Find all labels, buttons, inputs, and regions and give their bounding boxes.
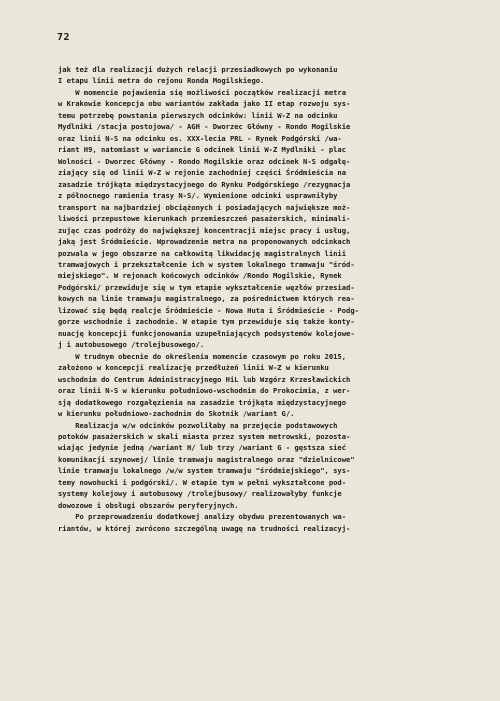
text-line: w Krakowie koncepcja obu wariantów zakłada jako II etap rozwoju sys- xyxy=(58,99,351,109)
page-number: 72 xyxy=(57,32,71,43)
body-text xyxy=(58,64,468,534)
text-line: Podgórski/ przewiduje się w tym etapie wykształcenie węzłów przesiad- xyxy=(58,282,355,292)
text-line: pozwala w jego obszarze na całkowitą likwidację magistralnych linii xyxy=(58,248,347,258)
text-line: Mydlniki /stacja postojowa/ - AGH - Dworzec Główny - Rondo Mogilskie xyxy=(58,122,351,132)
text-line: jak też dla realizacji dużych relacji przesiadkowych po wykonaniu xyxy=(58,65,338,74)
text-line: W trudnym obecnie do określenia momencie czasowym po roku 2015, xyxy=(58,351,347,361)
text-line: temy nowohucki i podgórski/. W etapie tym w pełni wykształcone pod- xyxy=(58,477,347,487)
text-line: zując czas podróży do największej koncentracji miejsc pracy i usług, xyxy=(58,225,351,235)
text-line: potoków pasażerskich w skali miasta przez system metrowski, pozosta- xyxy=(58,432,351,441)
text-line: oraz linii N-S w kierunku południowo-wschodnim do Prokocimia, z wer- xyxy=(58,386,351,396)
text-line: ziający się od linii W-Z w rejonie zachodniej części Śródmieścia na xyxy=(58,168,347,178)
text-line: oraz linii N-S na odcinku os. XXX-lecia PRL - Rynek Podgórski /wa- xyxy=(58,133,342,143)
text-line: riant H9, natomiast w wariancie G odcinek linii W-Z Mydlniki - plac xyxy=(58,145,347,155)
text-line: j i autobusowego /trolejbusowego/. xyxy=(58,340,205,350)
text-line: zasadzie trójkąta międzystacyjnego do Rynku Podgórskiego /rezygnacja xyxy=(58,179,351,189)
text-line: systemy kolejowy i autobusowy /trolejbusowy/ realizowałyby funkcje xyxy=(58,489,342,499)
text-line: I etapu linii metra do rejonu Ronda Mogilskiego. xyxy=(58,76,265,86)
text-line: miejskiego". W rejonach końcowych odcinków /Rondo Mogilskie, Rynek xyxy=(58,271,342,281)
text-line: wiając jedynie jedną /wariant H/ lub trzy /wariant G - gęstsza sieć xyxy=(58,443,347,453)
text-line: wschodnim do Centrum Administracyjnego HiL lub Wzgórz Krzesławickich xyxy=(58,374,351,384)
text-line: linie tramwaju lokalnego /w/w system tramwaju "śródmiejskiego", sys- xyxy=(58,466,351,476)
text-line: transport na najbardziej obciążonych i posiadających największe moż- xyxy=(58,202,351,212)
text-line: komunikacji szynowej/ linie tramwaju magistralnego oraz "dzielnicowe" xyxy=(58,454,355,464)
text-line: dowozowe i obsługi obszarów peryferyjnych. xyxy=(58,500,239,510)
text-line: liwości przepustowe kierunkach przemieszczeń pasażerskich, minimali- xyxy=(58,214,351,224)
text-line: nuację koncepcji funkcjonowania uzupełniających podsystemów kolejowe- xyxy=(58,328,355,338)
text-line: tramwajowych i przekształcenie ich w system lokalnego tramwaju "śród- xyxy=(58,259,355,269)
text-line: założono w koncepcji realizację przedłużeń linii W-Z w kierunku xyxy=(58,363,329,373)
text-line: lizować się będą realcje Śródmieście - Nowa Huta i Śródmieście - Podg- xyxy=(58,305,359,315)
text-line: gorze wschodnie i zachodnie. W etapie tym przewiduje się także konty- xyxy=(58,317,355,327)
text-line: Realizacja w/w odcinków pozwoliłaby na przejęcie podstawowych xyxy=(58,420,338,430)
text-line: Po przeprowadzeniu dodatkowej analizy obydwu prezentowanych wa- xyxy=(58,512,347,522)
text-line: kowych na linie tramwaju magistralnego, za pośrednictwem których rea- xyxy=(58,294,355,304)
text-line: jaką jest Śródmieście. Wprowadzenie metra na proponowanych odcinkach xyxy=(58,237,351,247)
text-line: Wolności - Dworzec Główny - Rondo Mogilskie oraz odcinek N-S odgałę- xyxy=(58,156,351,166)
text-line: sją dodatkowego rozgałęzienia na zasadzie trójkąta międzystacyjnego xyxy=(58,397,347,407)
text-line: w kierunku południowo-zachodnim do Skotnik /wariant G/. xyxy=(58,409,295,419)
text-line: riantów, w której zwrócono szczególną uwagę na trudności realizacyj- xyxy=(58,523,351,533)
text-line: W momencie pojawienia się możliwości początków realizacji metra xyxy=(58,87,347,97)
text-line: temu potrzebę powstania pierwszych odcinków: linii W-Z na odcinku xyxy=(58,110,338,120)
text-line: z północnego ramienia trasy N-S/. Wymienione odcinki usprawniłyby xyxy=(58,191,338,201)
